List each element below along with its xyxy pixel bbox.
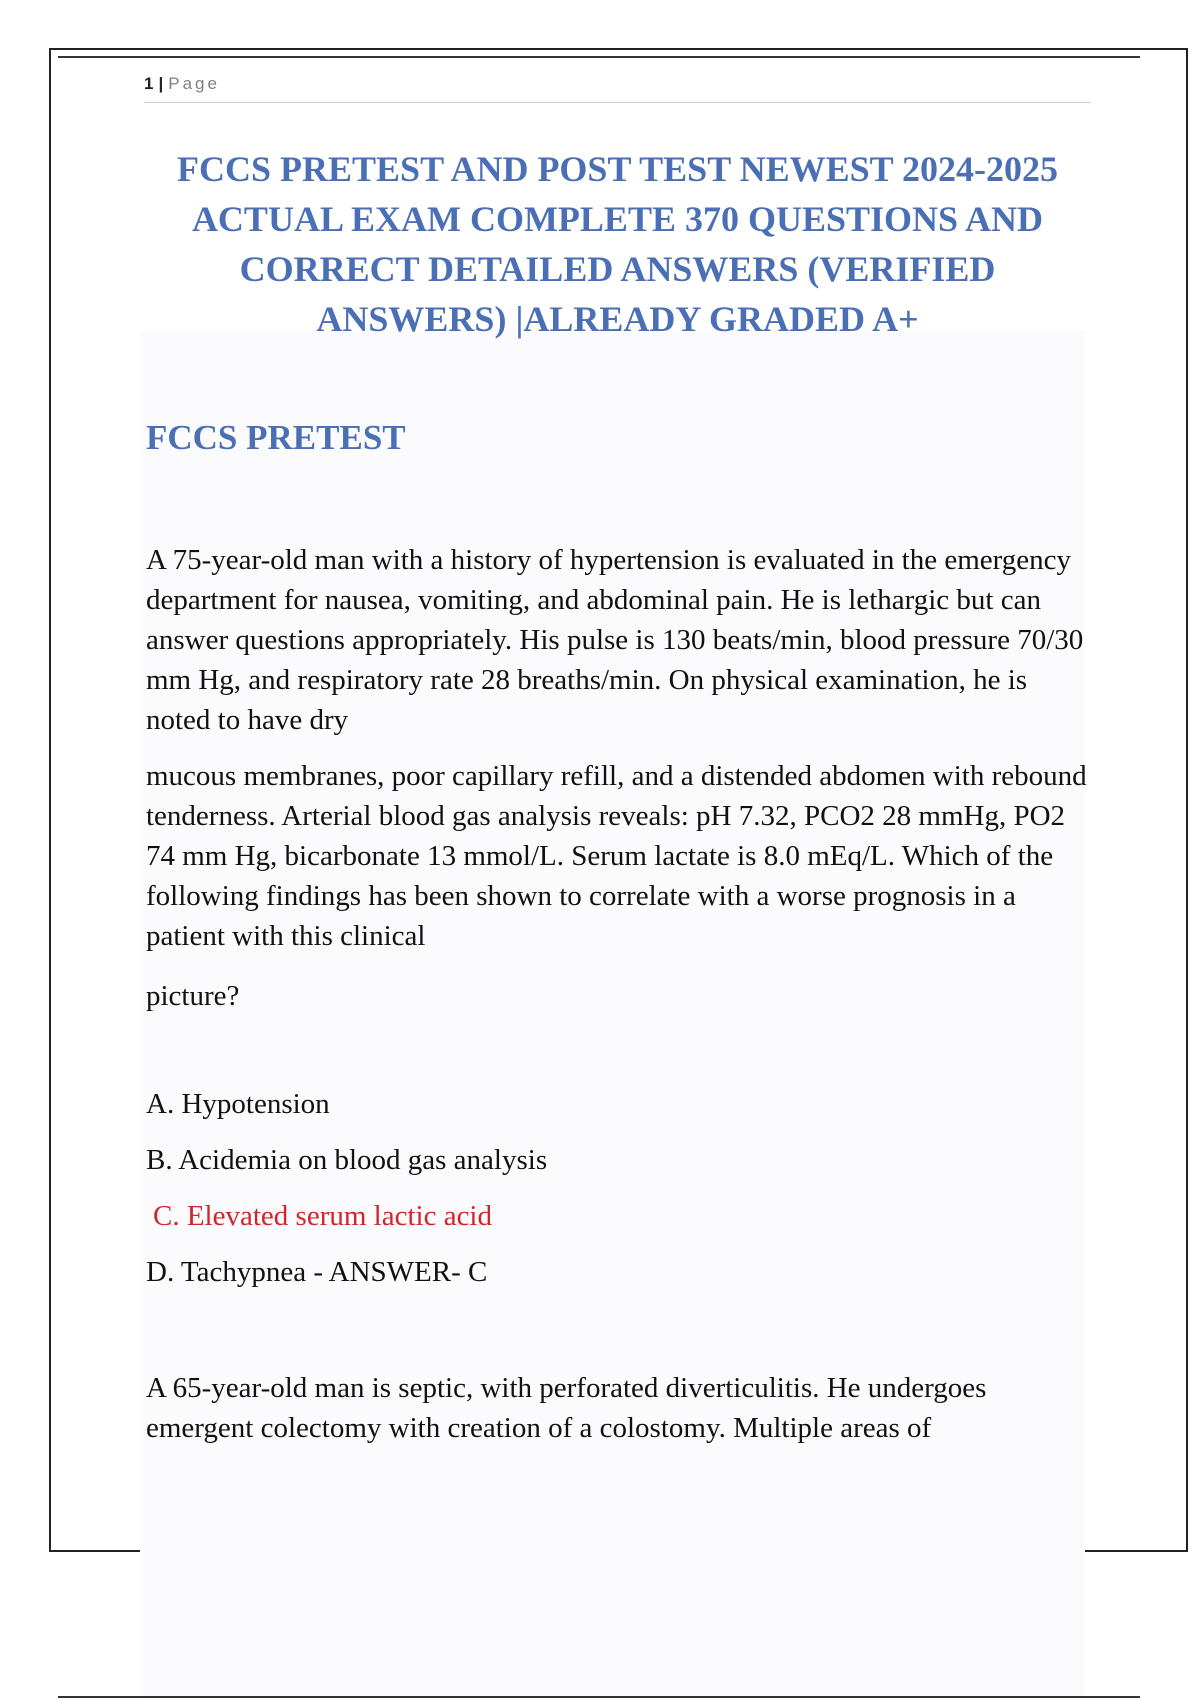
option-a: A. Hypotension — [146, 1088, 330, 1120]
question1-stem-part3: picture? — [146, 980, 240, 1012]
section-heading: FCCS PRETEST — [146, 418, 406, 457]
page-header — [144, 74, 220, 94]
header-rule — [144, 102, 1091, 103]
question2-stem: A 65-year-old man is septic, with perforated diverticulitis. He undergoes emergent colectomy with creation of a colostomy. Multiple areas of — [146, 1372, 987, 1444]
bottom-rule — [58, 1696, 1140, 1698]
page-header-separator: | — [158, 74, 165, 93]
question1-stem-part1: A 75-year-old man with a history of hypertension is evaluated in the emergency department for nausea, vomiting, and abdominal pain. He is lethargic but can answer questions appropriately. His pulse is 130 beats/min, blood pressure 70/30 mm Hg, and respiratory rate 28 breaths/min. On physical examination, he is noted to have dry — [146, 544, 1084, 736]
document-title: FCCS PRETEST AND POST TEST NEWEST 2024-2025 ACTUAL EXAM COMPLETE 370 QUESTIONS AND CORRECT DETAILED ANSWERS (VERIFIED ANSWERS) |ALREADY GRADED A+ — [177, 149, 1058, 339]
option-c-highlighted: C. Elevated serum lactic acid — [153, 1200, 492, 1232]
question1-stem-part2: mucous membranes, poor capillary refill, and a distended abdomen with rebound tenderness. Arterial blood gas analysis reveals: pH 7.32, PCO2 28 mmHg, PO2 74 mm Hg, bicarbonate 13 mmol/L. Serum lactate is 8.0 mEq/L. Which of the following findings has been shown to correlate with a worse prognosis in a patient with this clinical — [146, 760, 1087, 952]
page-label: Page — [168, 74, 220, 93]
page-number: 1 — [144, 74, 155, 93]
option-b: B. Acidemia on blood gas analysis — [146, 1144, 548, 1176]
option-d-with-answer: D. Tachypnea - ANSWER- C — [146, 1256, 488, 1288]
